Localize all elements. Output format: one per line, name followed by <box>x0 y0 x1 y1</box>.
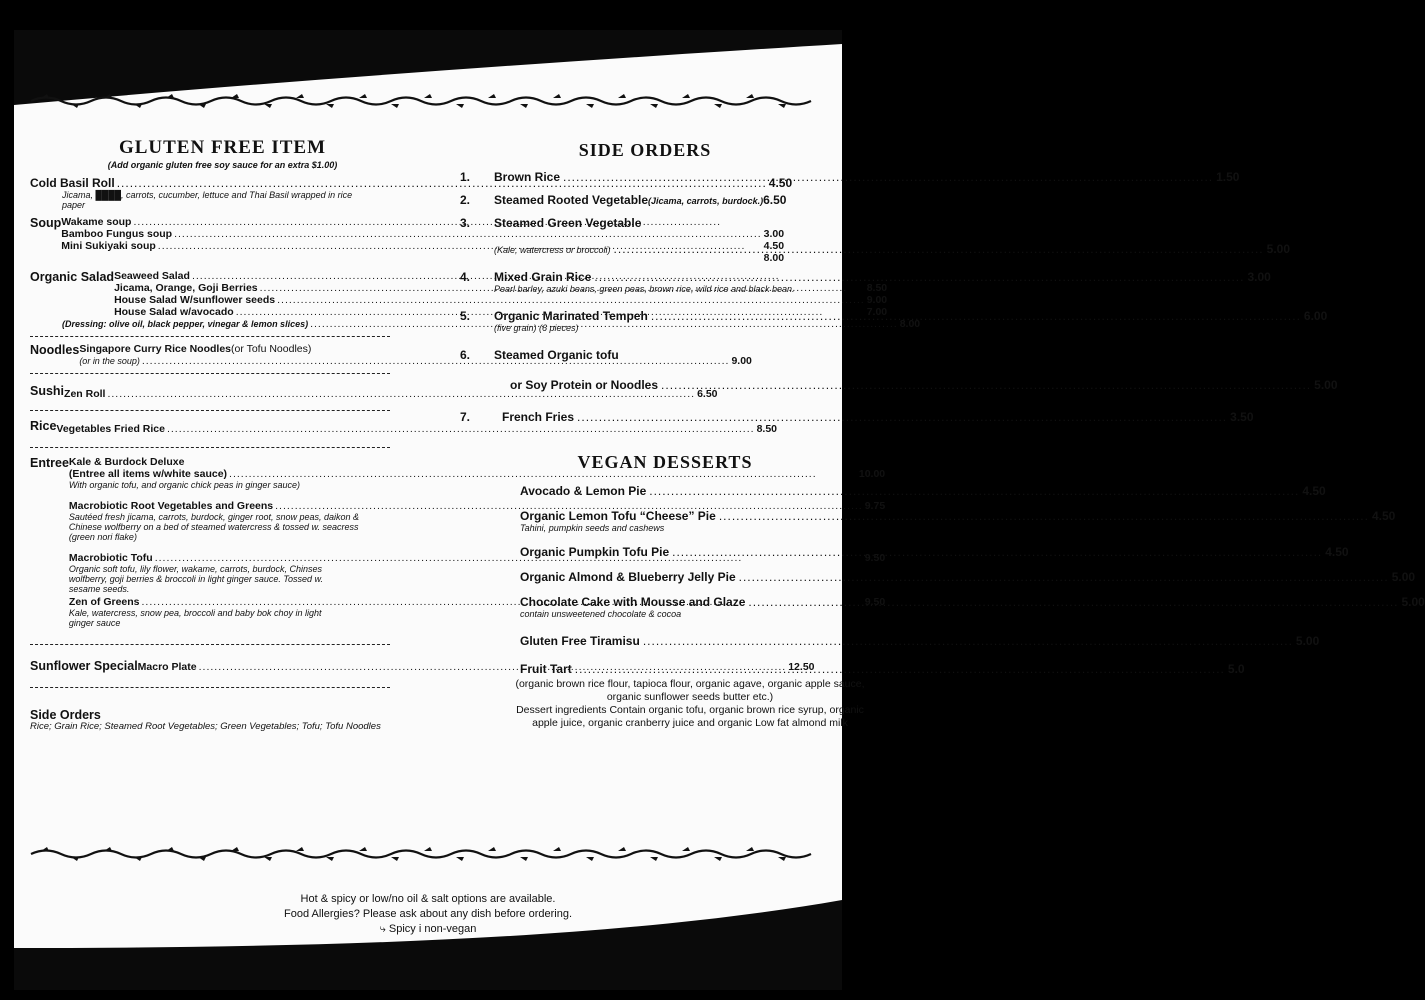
footer-allergies: Food Allergies? Please ask about any dish before ordering. <box>283 908 572 920</box>
dessert-price: 5.00 <box>1295 634 1320 648</box>
dessert-note: Tahini, pumpkin seeds and cashews <box>520 523 665 533</box>
footer-spicy-options: Hot & spicy or low/no oil & salt options are available. <box>300 893 556 905</box>
entree-zen-greens-name: Zen of Greens <box>68 596 140 608</box>
side-order-name: Steamed Rooted Vegetable <box>494 193 649 207</box>
dessert-item <box>520 509 1396 523</box>
salad-item-price: 7.00 <box>866 306 888 318</box>
side-order-note: (five grain) (6 pieces) <box>494 323 579 333</box>
rice-label: Rice <box>30 419 57 433</box>
soup-item-name: Wakame soup <box>61 216 132 228</box>
top-curve-decoration <box>14 30 842 140</box>
vine-divider-top <box>26 92 826 110</box>
entree-label: Entree <box>30 456 69 470</box>
dessert-name: Organic Lemon Tofu “Cheese” Pie <box>520 509 716 523</box>
side-order-item: 6. Steamed Organic tofu <box>460 348 619 362</box>
side-orders-title: SIDE ORDERS <box>578 140 712 160</box>
dashed-divider <box>30 336 390 337</box>
dessert-price: 4.50 <box>1302 484 1326 498</box>
side-order-name: Organic Marinated Tempeh <box>494 309 648 323</box>
side-order-price: 3.50 <box>1230 410 1254 424</box>
dessert-name: Chocolate Cake with Mousse and Glaze <box>520 595 746 609</box>
salad-item-name: House Salad w/avocado <box>114 306 234 318</box>
side-order-item: 4. Mixed Grain Rice ..... 3.00 <box>460 270 850 284</box>
rice-section <box>30 419 777 435</box>
side-orders-left-desc: Rice; Grain Rice; Steamed Root Vegetables; Green Vegetables; Tofu; Tofu Noodles <box>30 721 381 732</box>
gluten-free-title: GLUTEN FREE ITEM <box>118 137 327 158</box>
entree-kale-subname: (Entree all items w/white sauce) <box>68 468 228 480</box>
bottom-band-decoration <box>14 890 842 990</box>
entree-macro-root-price: 9.75 <box>864 500 886 512</box>
salad-dressing: (Dressing: olive oil, black pepper, vinegar & lemon slices) <box>62 319 309 329</box>
sunflower-special-label: Sunflower Special <box>30 659 138 673</box>
side-order-item: 2. Steamed Rooted Vegetable (Jicama, carrots, burdock.) 6.50 <box>460 193 787 207</box>
dessert-name: Fruit Tart <box>520 662 572 676</box>
entree-macro-tofu-price: 9.50 <box>864 552 886 564</box>
side-order-item <box>460 242 1291 256</box>
side-order-price: 3.00 <box>1247 270 1271 284</box>
macro-plate-name: Macro Plate <box>137 661 197 673</box>
side-orders-left-label: Side Orders <box>30 708 101 722</box>
entree-macro-root-name: Macrobiotic Root Vegetables and Greens <box>68 500 274 512</box>
dashed-divider <box>30 373 390 374</box>
sushi-item-price: 6.50 <box>697 388 718 400</box>
entree-macro-tofu-note: Organic soft tofu, lily flower, wakame, carrots, burdock, Chinses wolfberry, goji berries & broccoli in light ginger sauce. Tossed w. sesame seeds. <box>68 564 324 594</box>
side-order-name: or Soy Protein or Noodles <box>510 378 659 392</box>
dessert-item <box>520 634 1320 648</box>
salad-item-name: House Salad W/sunflower seeds <box>114 294 276 306</box>
dessert-price: 4.50 <box>1371 509 1396 523</box>
noodles-item-price: 9.00 <box>731 355 752 367</box>
entree-macro-root-note: Sautéed fresh jicama, carrots, burdock, ginger root, snow peas, daikon & Chinese wolfberry on a bed of steamed watercress & tossed w. seacress (green nori flake) <box>68 512 360 542</box>
entree-kale-note: With organic tofu, and organic chick peas in ginger sauce) <box>68 480 300 490</box>
side-order-price: 6.00 <box>1303 309 1328 323</box>
dashed-divider <box>30 644 390 645</box>
salad-item-price: 9.00 <box>866 294 888 306</box>
entree-zen-greens-note: Kale, watercress, snow pea, broccoli and baby bok choy in light ginger sauce <box>68 608 322 628</box>
side-order-name: Steamed Organic tofu <box>494 348 619 362</box>
noodles-label: Noodles <box>30 343 80 357</box>
side-order-small: (Kale, watercress or broccoli) <box>494 245 611 255</box>
dessert-name: Organic Pumpkin Tofu Pie <box>520 545 670 559</box>
macro-plate-price: 12.50 <box>788 661 815 673</box>
side-order-small: (Jicama, carrots, burdock.) <box>648 196 764 206</box>
entree-macro-tofu-name: Macrobiotic Tofu <box>68 552 153 564</box>
menu-page <box>14 30 1425 955</box>
dashed-divider <box>30 410 390 411</box>
soup-item-name: Bamboo Fungus soup <box>61 228 173 240</box>
soup-item-price: 3.00 <box>763 228 785 240</box>
salad-item-name: Seaweed Salad <box>114 270 190 282</box>
cold-basil-roll-desc: Jicama, ████, carrots, cucumber, lettuce and Thai Basil wrapped in rice paper <box>62 190 353 210</box>
dessert-item <box>520 662 1245 676</box>
salad-item-price: 8.50 <box>866 282 888 294</box>
side-order-name: French Fries <box>502 410 575 424</box>
soup-item-price: 8.00 <box>763 252 785 264</box>
side-order-price: 5.00 <box>1266 242 1291 256</box>
noodles-item-note: (or in the soup) <box>79 356 140 366</box>
entree-kale-name: Kale & Burdock Deluxe <box>68 456 185 468</box>
dessert-ingredients: Dessert ingredients Contain organic tofu, organic brown rice syrup, organic apple juice, organic cranberry juice and organic Low fat almond milk <box>516 704 864 729</box>
organic-salad-label: Organic Salad <box>30 270 115 284</box>
side-order-name: Brown Rice <box>494 170 561 184</box>
side-order-price: 6.50 <box>763 193 787 207</box>
footer-legend-text: Spicy i non-vegan <box>388 923 477 935</box>
side-order-name: Steamed Green Vegetable <box>494 216 642 230</box>
side-order-price: 5.00 <box>1314 378 1338 392</box>
dessert-price: 5.00 <box>1391 570 1416 584</box>
rice-item-price: 8.50 <box>756 423 777 435</box>
side-order-note: Pearl barley, azuki beans, green peas, brown rice, wild rice and black bean. <box>494 284 795 294</box>
sushi-label: Sushi <box>30 384 65 398</box>
dessert-item <box>520 484 1326 498</box>
dashed-divider <box>30 687 390 688</box>
dessert-price: 4.50 <box>1325 545 1349 559</box>
soup-item-name: Mini Sukiyaki soup <box>61 240 156 252</box>
dessert-item <box>520 570 1416 584</box>
side-order-item: 7. French Fries ..... 3.50 <box>460 410 850 424</box>
rice-item-name: Vegetables Fried Rice <box>56 423 165 435</box>
fruit-tart-desc: (organic brown rice flour, tapioca flour, organic agave, organic apple sauce, organic sunflower seeds butter etc.) <box>515 678 865 703</box>
soup-label: Soup <box>30 216 62 230</box>
cold-basil-roll-name: Cold Basil Roll <box>30 176 115 190</box>
side-order-item <box>460 378 1338 392</box>
salad-item-price: 8.00 <box>899 318 921 330</box>
dessert-name: Gluten Free Tiramisu <box>520 634 640 648</box>
noodles-item-name: Singapore Curry Rice Noodles <box>79 343 232 355</box>
noodles-item-alt: (or Tofu Noodles) <box>231 343 312 355</box>
salad-item-name: Jicama, Orange, Goji Berries <box>114 282 258 294</box>
vine-divider-bottom <box>26 845 826 863</box>
gluten-free-subtitle: (Add organic gluten free soy sauce for an extra $1.00) <box>107 160 338 170</box>
entree-kale-price: 10.00 <box>858 468 886 480</box>
side-order-item: 1. Brown Rice ..... 1.50 <box>460 170 850 184</box>
dessert-price: 5.0 <box>1227 662 1245 676</box>
dessert-name: Organic Almond & Blueberry Jelly Pie <box>520 570 736 584</box>
side-order-item: 5. Organic Marinated Tempeh ..... 6.00 <box>460 309 850 323</box>
side-orders-left-section <box>30 708 415 732</box>
dessert-name: Avocado & Lemon Pie <box>520 484 647 498</box>
vegan-desserts-title: VEGAN DESSERTS <box>577 452 753 472</box>
soup-item-price: 4.50 <box>763 240 785 252</box>
side-order-price: 1.50 <box>1216 170 1240 184</box>
side-order-item: 3. Steamed Green Vegetable <box>460 216 642 230</box>
chili-icon: ⤷ <box>379 923 386 935</box>
entree-zen-greens-price: 9.50 <box>864 596 886 608</box>
dashed-divider <box>30 447 390 448</box>
cold-basil-roll-price: 4.50 <box>768 176 793 190</box>
side-order-name: Mixed Grain Rice <box>494 270 592 284</box>
dessert-price: 5.00 <box>1401 595 1425 609</box>
dessert-note: contain unsweetened chocolate & cocoa <box>520 609 682 619</box>
sushi-item-name: Zen Roll <box>64 388 106 400</box>
